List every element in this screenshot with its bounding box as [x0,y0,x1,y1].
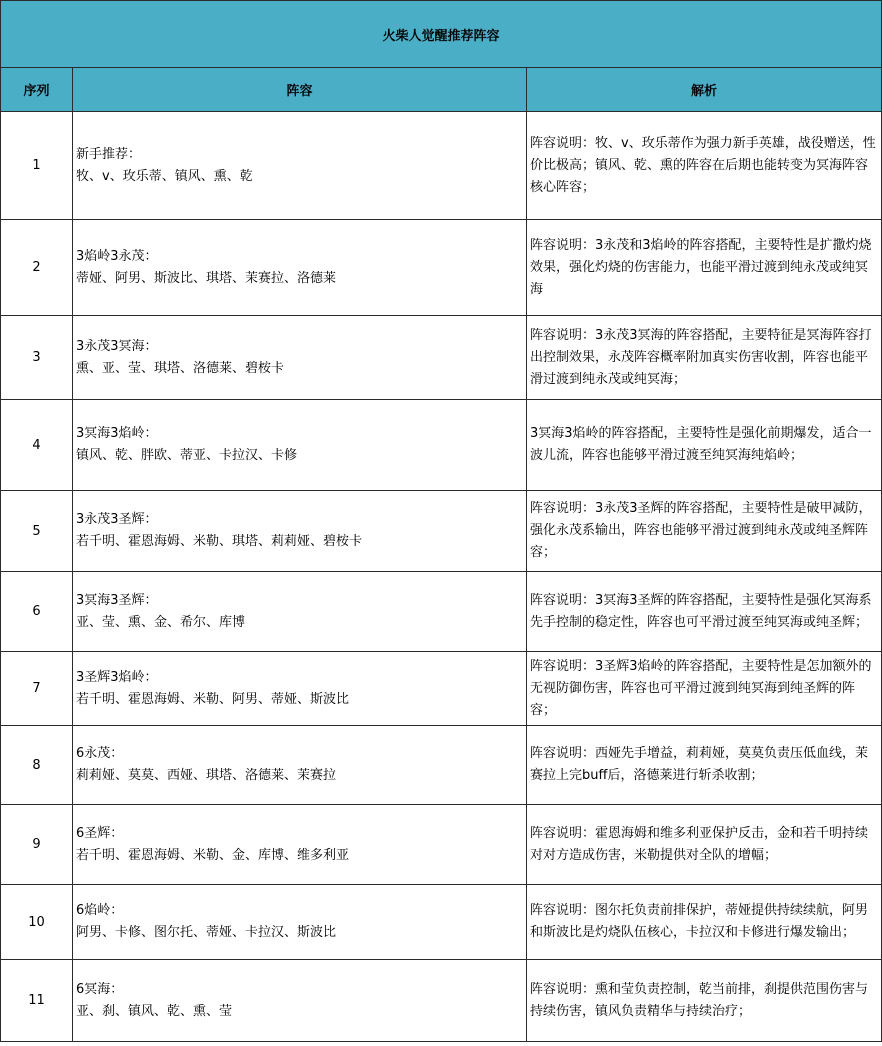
table-row [1,220,882,316]
table-title: 火柴人觉醒推荐阵容 [1,1,882,68]
table-row [1,572,882,652]
table-row [1,960,882,1042]
lineup-heroes: 阿男、卡修、图尔托、蒂娅、卡拉汉、斯波比 [76,925,337,940]
table-row [1,805,882,885]
lineup-name: 3永茂3圣辉： [76,512,158,527]
row-index: 7 [1,652,73,726]
row-index: 4 [1,400,73,491]
lineup-heroes: 若千明、霍恩海姆、米勒、琪塔、莉莉娅、碧桉卡 [76,534,363,549]
row-index: 8 [1,726,73,805]
row-index: 11 [1,960,73,1042]
table-row [1,726,882,805]
lineup-heroes: 牧、v、玫乐蒂、镇风、熏、乾 [76,168,253,184]
table-row [1,400,882,491]
header-analysis: 解析 [527,68,882,112]
lineup-heroes: 若千明、霍恩海姆、米勒、阿男、蒂娅、斯波比 [76,691,350,707]
row-index: 5 [1,491,73,572]
lineup-cell [73,805,527,885]
lineup-cell [73,726,527,805]
analysis-cell: 阵容说明：3圣辉3焰岭的阵容搭配，主要特性是怎加额外的无视防御伤害，阵容也可平滑过渡到纯冥海到纯圣辉的阵容； [527,652,882,726]
table-row [1,112,882,220]
lineup-heroes: 亚、莹、熏、金、希尔、库博 [76,614,246,630]
lineup-heroes: 蒂娅、阿男、斯波比、琪塔、茉赛拉、洛德莱 [76,270,337,286]
header-row [1,68,882,112]
analysis-cell: 阵容说明：3永茂和3焰岭的阵容搭配，主要特性是扩撒灼烧效果，强化灼烧的伤害能力，也能平滑过渡到纯永茂或纯冥海 [527,220,882,316]
table-row [1,885,882,960]
analysis-cell: 阵容说明：霍恩海姆和维多利亚保护反击，金和若千明持续对对方造成伤害，米勒提供对全队的增幅； [527,805,882,885]
row-index: 1 [1,112,73,220]
table-row [1,316,882,400]
table-row [1,491,882,572]
analysis-cell: 阵容说明：3冥海3圣辉的阵容搭配，主要特性是强化冥海系先手控制的稳定性，阵容也可平滑过渡至纯冥海或纯圣辉； [527,572,882,652]
row-index: 10 [1,885,73,960]
analysis-cell: 阵容说明：熏和莹负责控制，乾当前排，刹提供范围伤害与持续伤害，镇风负责精华与持续治疗； [527,960,882,1042]
analysis-cell: 阵容说明：3永茂3圣辉的阵容搭配，主要特性是破甲减防，强化永茂系输出，阵容也能够平滑过渡到纯永茂或纯圣辉阵容； [527,491,882,572]
lineup-cell [73,885,527,960]
lineup-name: 3永茂3冥海： [76,338,158,354]
lineup-cell [73,112,527,220]
lineup-heroes: 亚、刹、镇风、乾、熏、莹 [76,1003,233,1019]
lineup-heroes: 若千明、霍恩海姆、米勒、金、库博、维多利亚 [76,847,350,863]
row-index: 9 [1,805,73,885]
analysis-cell: 阵容说明：牧、v、玫乐蒂作为强力新手英雄，战役赠送，性价比极高；镇风、乾、熏的阵容在后期也能转变为冥海阵容核心阵容； [527,112,882,220]
lineup-name: 6冥海： [76,981,124,997]
lineup-name: 3冥海3圣辉： [76,592,158,608]
analysis-cell: 阵容说明：3永茂3冥海的阵容搭配，主要特征是冥海阵容打出控制效果，永茂阵容概率附加真实伤害收割，阵容也能平滑过渡到纯永茂或纯冥海； [527,316,882,400]
lineup-cell [73,316,527,400]
lineup-cell [73,960,527,1042]
lineup-cell [73,400,527,491]
analysis-cell: 阵容说明：西娅先手增益，莉莉娅，莫莫负责压低血线，茉赛拉上完buff后，洛德莱进行斩杀收割； [527,726,882,805]
header-lineup: 阵容 [73,68,527,112]
row-index: 2 [1,220,73,316]
header-index: 序列 [1,68,73,112]
row-index: 3 [1,316,73,400]
lineup-name: 3圣辉3焰岭： [76,669,158,685]
lineup-cell [73,652,527,726]
lineup-cell [73,491,527,572]
lineup-cell [73,572,527,652]
row-index: 6 [1,572,73,652]
table-row [1,652,882,726]
lineup-name: 3冥海3焰岭： [76,426,158,441]
lineup-cell [73,220,527,316]
lineup-heroes: 莉莉娅、莫莫、西娅、琪塔、洛德莱、茉赛拉 [76,768,337,783]
analysis-cell: 阵容说明：图尔托负责前排保护，蒂娅提供持续续航，阿男和斯波比是灼烧队伍核心，卡拉汉和卡修进行爆发输出； [527,885,882,960]
analysis-cell: 3冥海3焰岭的阵容搭配，主要特性是强化前期爆发，适合一波儿流，阵容也能够平滑过渡至纯冥海纯焰岭； [527,400,882,491]
lineup-name: 6永茂： [76,746,124,761]
lineup-heroes: 镇风、乾、胖欧、蒂亚、卡拉汉、卡修 [76,448,298,463]
lineup-name: 6焰岭： [76,903,124,918]
lineup-name: 6圣辉： [76,825,124,841]
lineup-heroes: 熏、亚、莹、琪塔、洛德莱、碧桉卡 [76,360,285,376]
lineup-name: 3焰岭3永茂： [76,248,158,264]
lineup-name: 新手推荐： [76,146,142,162]
